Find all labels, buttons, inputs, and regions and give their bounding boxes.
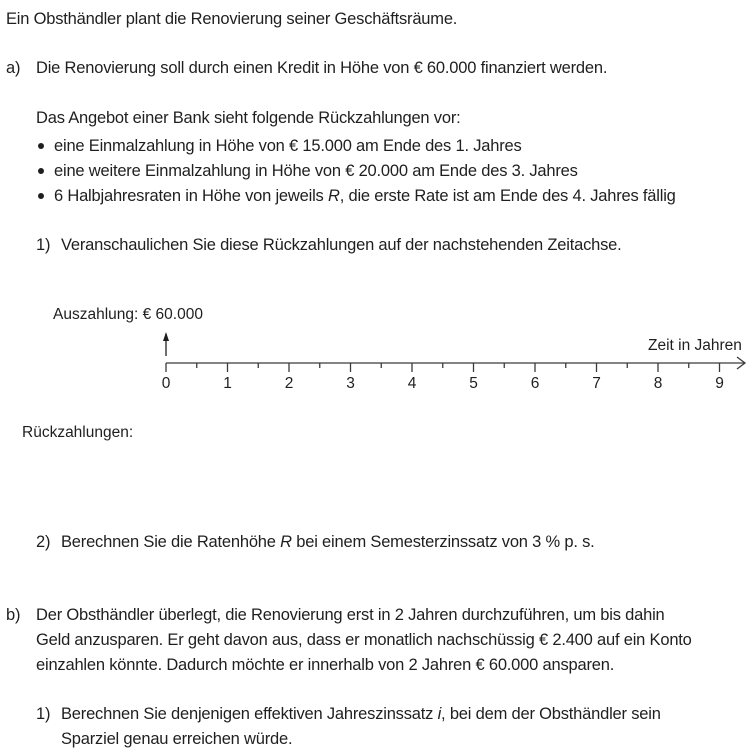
task-a2-text — [61, 532, 595, 552]
bullet-item: eine Einmalzahlung in Höhe von € 15.000 am Ende des 1. Jahres — [54, 137, 522, 155]
task-b1-line2: Sparziel genau erreichen würde. — [61, 730, 293, 748]
part-a-text: Die Renovierung soll durch einen Kredit in Höhe von € 60.000 finanziert werden. — [36, 59, 608, 77]
tick-label: 8 — [653, 375, 663, 392]
repayments-label: Rückzahlungen: — [22, 424, 134, 441]
task-a2-number: 2) — [36, 533, 51, 551]
tick-label: 6 — [530, 375, 540, 392]
payout-label: Auszahlung: € 60.000 — [53, 306, 203, 323]
axis-label: Zeit in Jahren — [648, 337, 742, 354]
task-b1-number: 1) — [36, 705, 51, 723]
bullet3-after: , die erste Rate ist am Ende des 4. Jahres fällig — [339, 187, 676, 205]
tick-label: 0 — [161, 375, 171, 392]
task-a2-before: Berechnen Sie die Ratenhöhe — [61, 533, 281, 551]
task-b1-before: Berechnen Sie denjenigen effektiven Jahreszinssatz — [61, 705, 438, 723]
ticks — [162, 363, 724, 392]
offer-intro: Das Angebot einer Bank sieht folgende Rückzahlungen vor: — [36, 109, 461, 127]
task-a2-after: bei einem Semesterzinssatz von 3 % p. s. — [291, 533, 595, 551]
part-a-label: a) — [6, 59, 21, 77]
part-b-label: b) — [6, 606, 21, 624]
tick-label: 5 — [469, 375, 478, 392]
tick-label: 2 — [284, 375, 294, 392]
bullet3-before: 6 Halbjahresraten in Höhe von jeweils — [54, 187, 328, 205]
tick-label: 4 — [407, 375, 417, 392]
tick-label: 9 — [715, 375, 724, 392]
part-b-line: Der Obsthändler überlegt, die Renovierung erst in 2 Jahren durchzuführen, um bis dahin — [36, 606, 665, 624]
task-a1-text: Veranschaulichen Sie diese Rückzahlungen auf der nachstehenden Zeitachse. — [61, 236, 622, 254]
tick-label: 7 — [592, 375, 601, 392]
bullet-item: eine weitere Einmalzahlung in Höhe von € 20.000 am Ende des 3. Jahres — [54, 162, 578, 180]
intro-text: Ein Obsthändler plant die Renovierung seiner Geschäftsräume. — [6, 10, 458, 28]
task-b1-after: , bei dem der Obsthändler sein — [441, 705, 661, 723]
payout-arrowhead-icon — [163, 332, 169, 341]
variable-r: R — [327, 187, 340, 205]
tick-label: 1 — [223, 375, 232, 392]
variable-r: R — [280, 533, 292, 551]
variable-i: i — [437, 705, 442, 723]
task-b1-text — [61, 704, 661, 724]
part-b-line: Geld anzusparen. Er geht davon aus, dass er monatlich nachschüssig € 2.400 auf ein Konto — [36, 631, 692, 649]
part-b-line: einzahlen könnte. Dadurch möchte er innerhalb von 2 Jahren € 60.000 ansparen. — [36, 656, 615, 674]
tick-label: 3 — [346, 375, 355, 392]
task-a1-number: 1) — [36, 236, 51, 254]
